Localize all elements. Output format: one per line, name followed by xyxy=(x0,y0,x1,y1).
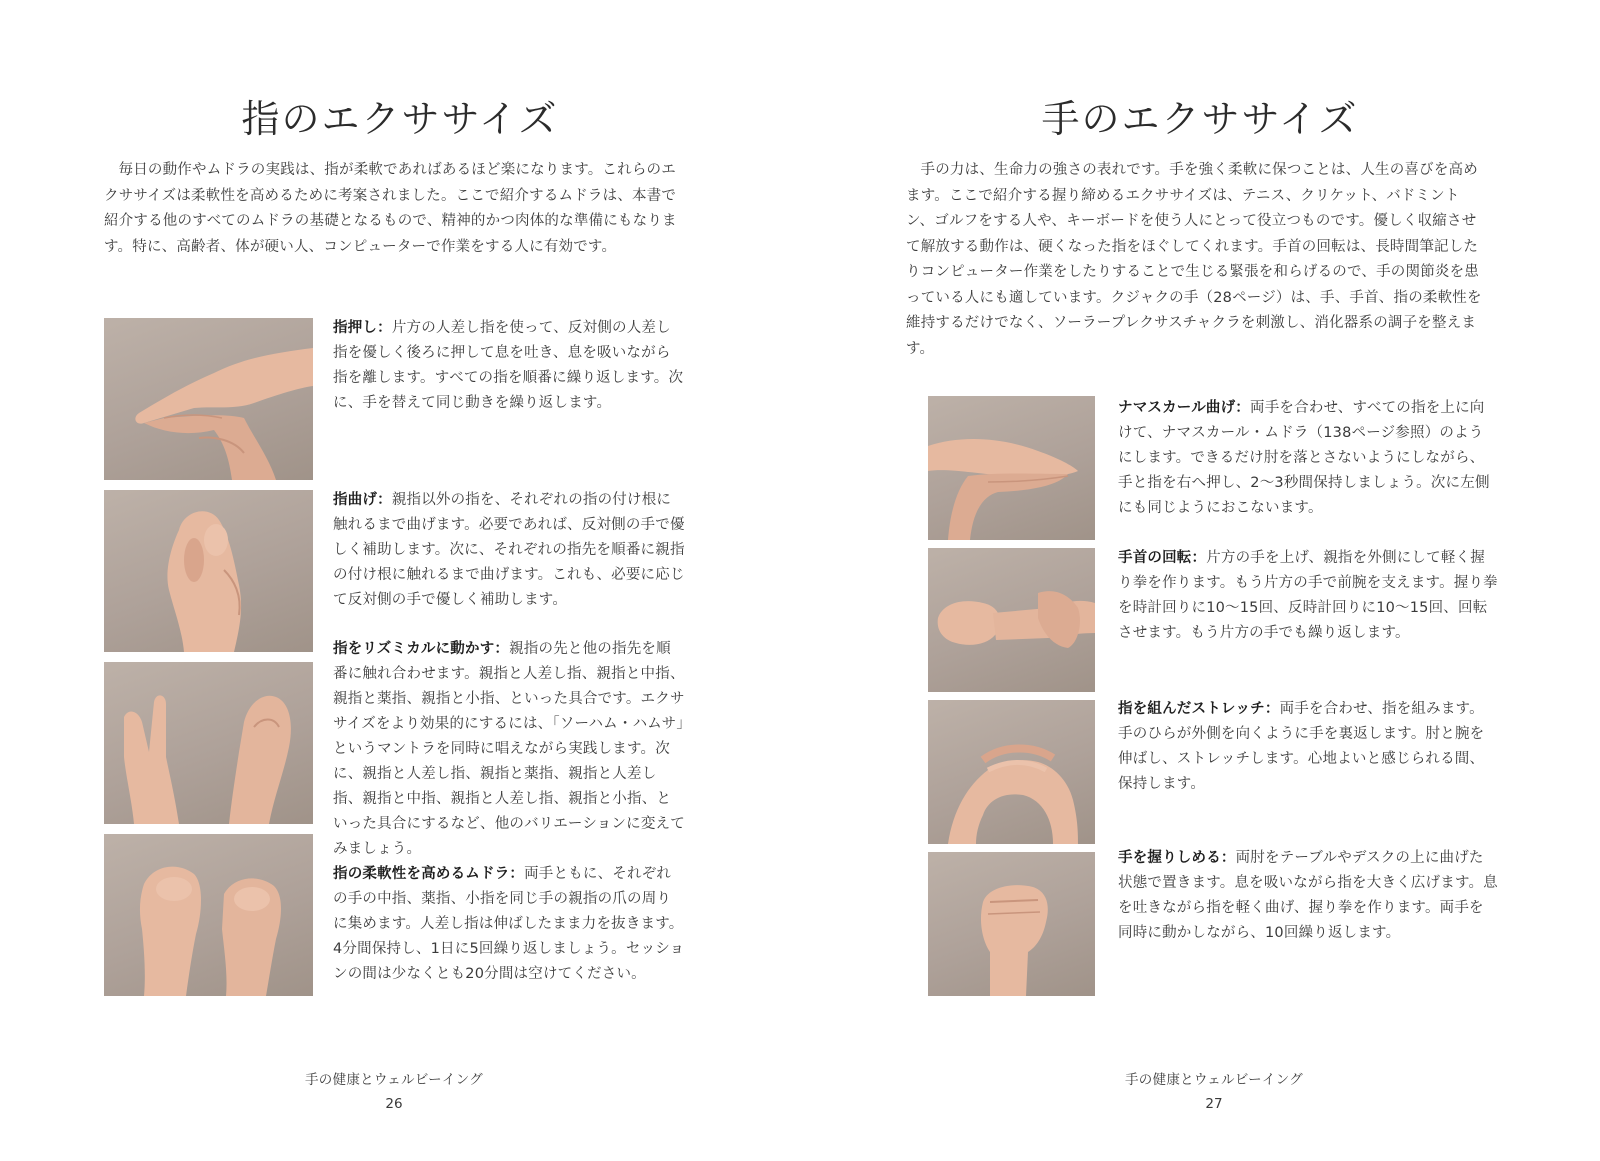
exercise-finger-flexibility-mudra xyxy=(333,862,685,987)
exercise-description: 親指以外の指を、それぞれの指の付け根に触れるまで曲げます。必要であれば、反対側の手で優しく補助します。次に、それぞれの指先を順番に親指の付け根に触れるまで曲げます。これも、必要に応じて反対側の手で優しく補助します。 xyxy=(333,492,685,608)
exercise-term: 指押し： xyxy=(333,320,392,336)
clench-hands-photo xyxy=(928,852,1095,996)
interlocked-stretch-photo xyxy=(928,700,1095,844)
exercise-description: 片方の手を上げ、親指を外側にして軽く握り拳を作ります。もう片方の手で前腕を支えます。握り拳を時計回りに10～15回、反時計回りに10～15回、回転させます。もう片方の手でも繰り返します。 xyxy=(1118,550,1498,641)
exercise-term: 手首の回転： xyxy=(1118,550,1207,566)
exercise-term: ナマスカール曲げ： xyxy=(1118,400,1251,416)
namaskar-bend-photo xyxy=(928,396,1095,540)
exercise-description: 両手ともに、それぞれの手の中指、薬指、小指を同じ手の親指の爪の周りに集めます。人差し指は伸ばしたまま力を抜きます。4分間保持し、1日に5回繰り返しましょう。セッションの間は少なくとも20分間は空けてください。 xyxy=(333,866,685,982)
running-footer: 手の健康とウェルビーイング xyxy=(1124,1072,1304,1088)
page-title: 手のエクササイズ xyxy=(1041,97,1359,141)
exercise-namaskar-bend xyxy=(1118,396,1498,521)
clench-hands-illustration xyxy=(928,852,1095,996)
finger-bend-illustration xyxy=(104,490,313,652)
exercise-term: 手を握りしめる： xyxy=(1118,850,1236,866)
interlocked-stretch-illustration xyxy=(928,700,1095,844)
exercise-description: 片方の人差し指を使って、反対側の人差し指を優しく後ろに押して息を吐き、息を吸いながら指を離します。すべての指を順番に繰り返します。次に、手を替えて同じ動きを繰り返します。 xyxy=(333,320,684,411)
exercise-description: 両肘をテーブルやデスクの上に曲げた状態で置きます。息を吸いながら指を大きく広げます。息を吐きながら指を軽く曲げ、握り拳を作ります。両手を同時に動かしながら、10回繰り返します。 xyxy=(1118,850,1498,941)
running-footer: 手の健康とウェルビーイング xyxy=(304,1072,484,1088)
exercise-finger-press xyxy=(333,316,685,416)
rhythmic-fingers-photo xyxy=(104,662,313,824)
finger-flexibility-mudra-illustration xyxy=(104,834,313,996)
exercise-rhythmic-fingers xyxy=(333,637,685,862)
exercise-finger-bend xyxy=(333,488,685,613)
exercise-term: 指をリズミカルに動かす： xyxy=(333,641,510,657)
intro-paragraph: 毎日の動作やムドラの実践は、指が柔軟であればあるほど楽になります。これらのエクササイズは柔軟性を高めるために考案されました。ここで紹介するムドラは、本書で紹介する他のすべてのムドラの基礎となるもので、精神的かつ肉体的な準備にもなります。特に、高齢者、体が硬い人、コンピューターで作業をする人に有効です。 xyxy=(104,162,677,255)
page-number: 26 xyxy=(385,1096,403,1112)
page-title: 指のエクササイズ xyxy=(241,97,559,141)
exercise-term: 指を組んだストレッチ： xyxy=(1118,701,1280,717)
exercise-wrist-rotation xyxy=(1118,546,1498,646)
finger-press-photo xyxy=(104,318,313,480)
page-number: 27 xyxy=(1205,1096,1223,1112)
intro-paragraph: 手の力は、生命力の強さの表れです。手を強く柔軟に保つことは、人生の喜びを高めます。ここで紹介する握り締めるエクササイズは、テニス、クリケット、バドミントン、ゴルフをする人や、キーボードを使う人にとって役立つものです。優しく収縮させて解放する動作は、硬くなった指をほぐしてくれます。手首の回転は、長時間筆記したりコンピューター作業をしたりすることで生じる緊張を和らげるので、手の関節炎を患っている人にも適しています。クジャクの手（28ページ）は、手、手首、指の柔軟性を維持するだけでなく、ソーラープレクサスチャクラを刺激し、消化器系の調子を整えます。 xyxy=(906,162,1482,357)
exercise-term: 指曲げ： xyxy=(333,492,392,508)
finger-bend-photo xyxy=(104,490,313,652)
wrist-rotation-photo xyxy=(928,548,1095,692)
exercise-interlocked-stretch xyxy=(1118,697,1498,797)
finger-flexibility-mudra-photo xyxy=(104,834,313,996)
namaskar-bend-illustration xyxy=(928,396,1095,540)
right-page xyxy=(800,0,1600,1161)
exercise-clench-hands xyxy=(1118,846,1498,946)
exercise-description: 両手を合わせ、すべての指を上に向けて、ナマスカール・ムドラ（138ページ参照）のようにします。できるだけ肘を落とさないようにしながら、手と指を右へ押し、2～3秒間保持しましょう。次に左側にも同じようにおこないます。 xyxy=(1118,400,1490,516)
exercise-description: 親指の先と他の指先を順番に触れ合わせます。親指と人差し指、親指と中指、親指と薬指、親指と小指、といった具合です。エクササイズをより効果的にするには、「ソーハム・ハムサ」というマントラを同時に唱えながら実践します。次に、親指と人差し指、親指と薬指、親指と人差し指、親指と中指、親指と人差し指、親指と小指、といった具合にするなど、他のバリエーションに変えてみましょう。 xyxy=(333,641,685,857)
finger-press-illustration xyxy=(104,318,313,480)
exercise-description: 両手を合わせ、指を組みます。手のひらが外側を向くように手を裏返します。肘と腕を伸ばし、ストレッチします。心地よいと感じられる間、保持します。 xyxy=(1118,701,1485,792)
exercise-term: 指の柔軟性を高めるムドラ： xyxy=(333,866,525,882)
wrist-rotation-illustration xyxy=(928,548,1095,692)
rhythmic-fingers-illustration xyxy=(104,662,313,824)
